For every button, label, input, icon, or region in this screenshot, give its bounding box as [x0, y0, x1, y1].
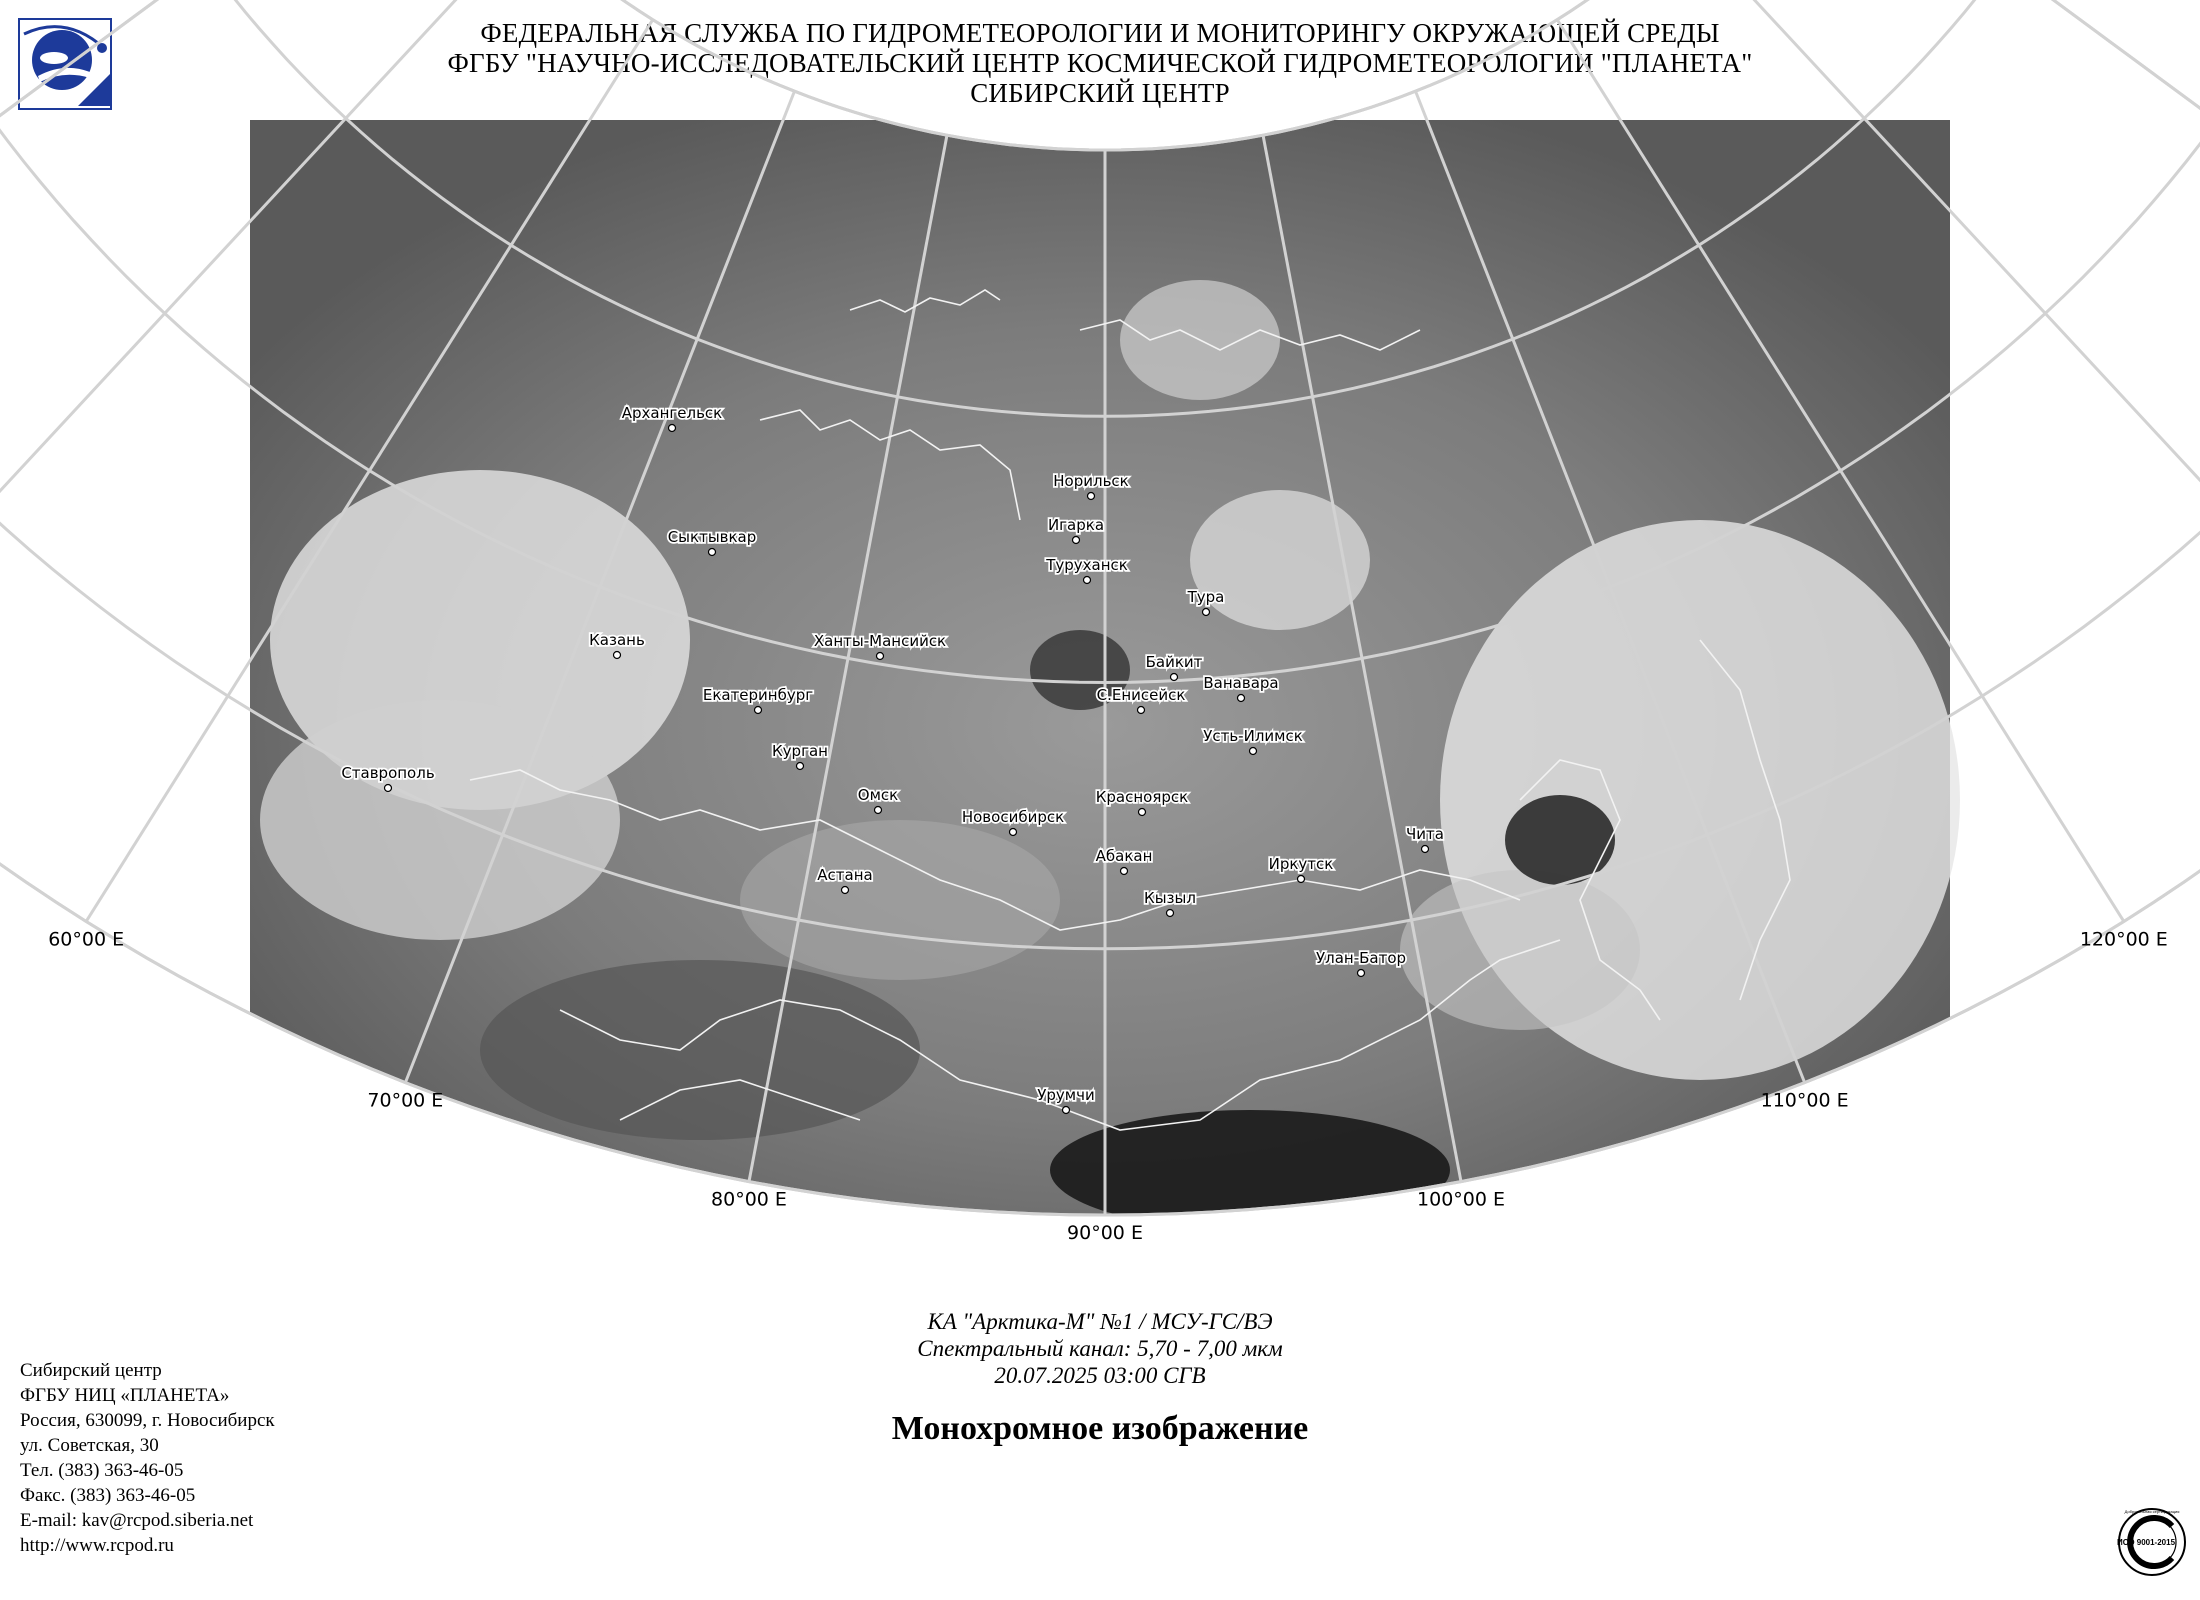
iso-badge-text: ИСО 9001-2015 [2116, 1538, 2176, 1547]
longitude-label: 100°00 E [1417, 1188, 1506, 1211]
city-label: Байкит [1145, 653, 1203, 671]
city-label: Красноярск [1095, 788, 1189, 806]
caption-satellite: КА "Арктика-М" №1 / МСУ-ГС/ВЭ [927, 1309, 1273, 1334]
city-label: Тура [1187, 588, 1225, 606]
city-label: Чита [1406, 825, 1444, 843]
city-label: Норильск [1053, 472, 1129, 490]
city-label: Абакан [1095, 847, 1153, 865]
city-label: Курган [772, 742, 828, 760]
address-line: Тел. (383) 363-46-05 [20, 1460, 184, 1481]
address-line: Сибирский центр [20, 1360, 162, 1381]
city-label: Архангельск [621, 404, 723, 422]
city-label: Ханты-Мансийск [813, 632, 947, 650]
city-label: Новосибирск [961, 808, 1065, 826]
address-block [20, 1358, 275, 1558]
address-line: ФГБУ НИЦ «ПЛАНЕТА» [20, 1385, 230, 1406]
header-line-3: СИБИРСКИЙ ЦЕНТР [970, 78, 1230, 108]
city-label: Игарка [1047, 516, 1105, 534]
city-label: Астана [817, 866, 873, 884]
city-label: Иркутск [1268, 855, 1334, 873]
address-line: ул. Советская, 30 [20, 1435, 159, 1456]
city-label: Кызыл [1144, 889, 1196, 907]
city-label: Улан-Батор [1315, 949, 1407, 967]
longitude-label: 70°00 E [367, 1089, 444, 1112]
header-line-1: ФЕДЕРАЛЬНАЯ СЛУЖБА ПО ГИДРОМЕТЕОРОЛОГИИ И МОНИТОРИНГУ ОКРУЖАЮЩЕЙ СРЕДЫ [480, 18, 1720, 48]
address-line: E-mail: kav@rcpod.siberia.net [20, 1510, 254, 1531]
header-line-2: ФГБУ "НАУЧНО-ИССЛЕДОВАТЕЛЬСКИЙ ЦЕНТР КОСМИЧЕСКОЙ ГИДРОМЕТЕОРОЛОГИИ "ПЛАНЕТА" [447, 48, 1753, 78]
longitude-label: 120°00 E [2079, 928, 2168, 951]
longitude-label: 110°00 E [1760, 1089, 1849, 1112]
city-label: Казань [589, 631, 645, 649]
city-label: Сыктывкар [667, 528, 757, 546]
city-label: Усть-Илимск [1203, 727, 1303, 745]
longitude-label: 60°00 E [48, 928, 125, 951]
longitude-label: 90°00 E [1067, 1222, 1143, 1244]
city-label: Ванавара [1203, 674, 1279, 692]
iso-badge-ring: Добровольная сертификация [2124, 1509, 2180, 1514]
city-label: Ставрополь [341, 764, 435, 782]
city-label: Урумчи [1037, 1086, 1095, 1104]
city-label: С.Енисейск [1096, 686, 1186, 704]
address-line: Факс. (383) 363-46-05 [20, 1485, 196, 1506]
longitude-label: 80°00 E [711, 1188, 787, 1211]
caption-channel: Спектральный канал: 5,70 - 7,00 мкм [917, 1336, 1283, 1361]
product-title: Монохромное изображение [891, 1410, 1309, 1447]
city-label: Омск [857, 786, 899, 804]
city-label: Екатеринбург [702, 686, 814, 704]
iso-certification-badge [2116, 1504, 2188, 1580]
address-line: Россия, 630099, г. Новосибирск [20, 1410, 275, 1431]
caption [0, 1308, 2200, 1389]
caption-datetime: 20.07.2025 03:00 СГВ [994, 1363, 1206, 1388]
city-label: Туруханск [1046, 556, 1128, 574]
address-line: http://www.rcpod.ru [20, 1535, 174, 1556]
